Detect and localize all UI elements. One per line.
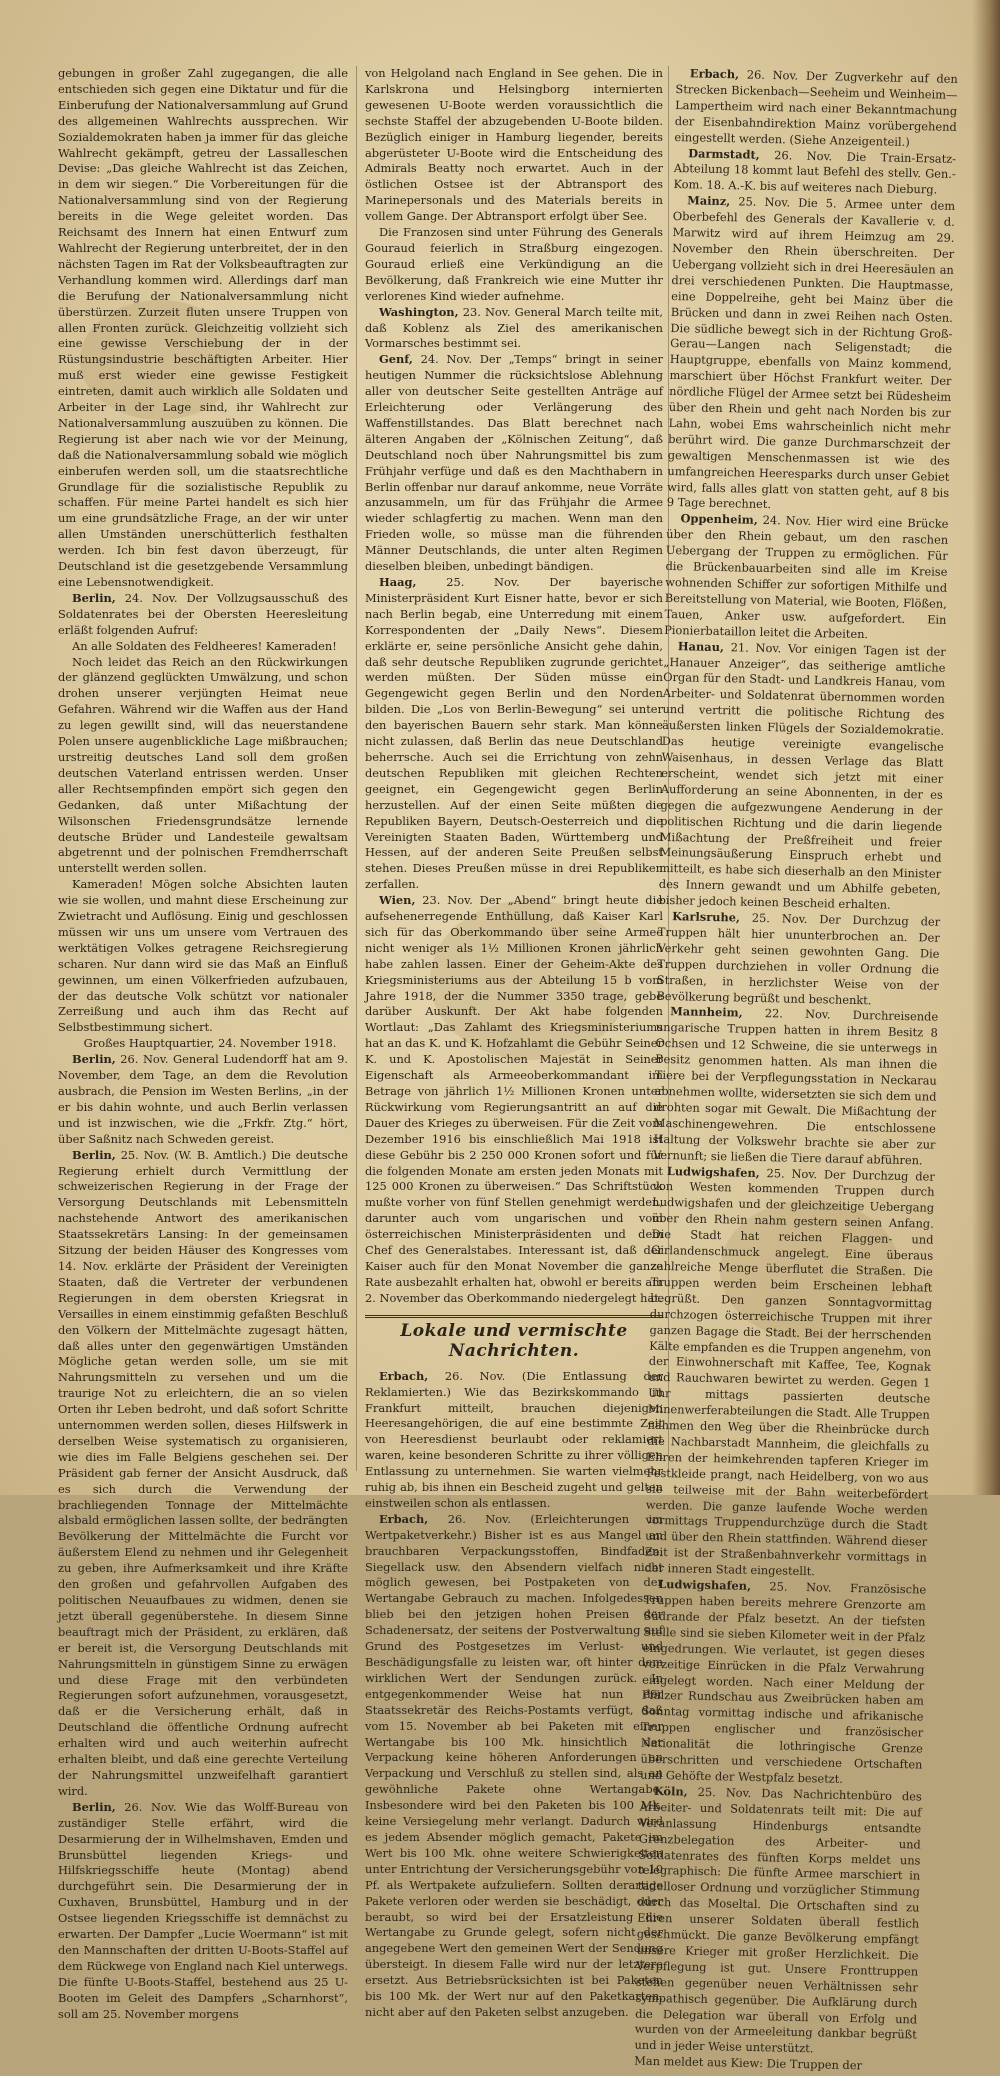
article-paragraph: [58, 639, 348, 655]
paragraph-text: An alle Soldaten des Feldheeres! Kameraden!: [72, 638, 337, 653]
paragraph-text: 25. Nov. Das Nachrichtenbüro des Arbeiter- und Soldatenrats teilt mit: Die auf Veranlassung Hindenburgs entsandte Grenzbelegation des Arbeiter- und Soldatenrates des fünften Korps meldet uns telegraphisch: Die fünfte Armee marschiert in tadelloser Ordnung und vorzüglicher Stimmung durch das Moseltal. Die Ortschaften sind zu Ehren unserer Soldaten überall festlich geschmückt. Die ganze Bevölkerung empfängt unsere Krieger mit großer Herzlichkeit. Die Verpflegung ist gut. Unsere Fronttruppen stehen gegenüber neuen Verhältnissen sehr sympathisch gegenüber. Die Aufklärung durch die Delegation war überall von Erfolg und wurden von der Armeeleitung dankbar begrüßt und in jeder Weise unterstützt.: [634, 1784, 922, 2056]
paragraph-text: 25. Nov. Der Durchzug der von Westen kommenden Truppen durch Ludwigshafen und der gleichzeitige Uebergang über den Rhein nahm gestern seinen Anfang. Die Stadt hat reichen Flaggen- und Girlandenschmuck angelegt. Eine überaus zahlreiche Menge überflutet die Straßen. Die Truppen werden beim Erscheinen lebhaft begrüßt. Den ganzen Sonntagvormittag durchzogen österreichische Truppen mit ihrer ganzen Bagage die Stadt. Bei der herrschenden Kälte empfanden es die Truppen angenehm, von der Einwohnerschaft mit Kaffee, Tee, Kognak und Rauchwaren bewirtet zu werden. Gegen 1 Uhr mittags passierten deutsche Minenwerferabteilungen die Stadt. Alle Truppen nahmen den Weg über die Rheinbrücke durch die Nachbarstadt Mannheim, die gleichfalls zu Ehren der heimkehrenden tapferen Krieger im Festkleide prangt, nach Heidelberg, von wo aus sie teilweise mit der Bahn weiterbefördert werden. Die ganze laufende Woche werden vormittags Truppendurchzüge durch die Stadt und über den Rhein stattfinden. Während dieser Zeit ist der Straßenbahnverkehr vormittags in der inneren Stadt eingestellt.: [644, 1165, 935, 1579]
article-paragraph: [58, 1036, 348, 1052]
article-paragraph: [58, 877, 348, 1036]
article-paragraph: [658, 638, 946, 914]
dateline: Mainz,: [687, 193, 731, 209]
paragraph-text: 26. Nov. Die Train-Ersatz-Abteilung 18 kommt laut Befehl des stellv. Gen.-Kom. 18. A.-K. bis auf weiteres nach Dieburg.: [673, 147, 957, 197]
article-paragraph: [365, 305, 663, 353]
paragraph-text: 24. Nov. Hier wird eine Brücke über den Rhein gebaut, um den raschen Uebergang der Truppen zu ermöglichen. Für die Brückenbauarbeiten sind alle im Kreise wohnenden Schiffer zur sofortigen Mithilfe und Bereitstellung von Material, wie Booten, Flößen, Tauen, Anker usw. aufgefordert. Ein Pionierbataillon leitet die Arbeiten.: [664, 513, 949, 641]
article-paragraph: [365, 225, 663, 305]
paragraph-text: gebungen in großer Zahl zugegangen, die alle entschieden sich gegen eine Diktatur und für die Einberufung der Nationalversammlung auf Grund des allgemeinen Wahlrechts aussprechen. Wir Sozialdemokraten haben ja immer für das gleiche Wahlrecht gekämpft, getreu der Lassalleschen Devise: „Das gleiche Wahlrecht ist das Zeichen, in dem wir siegen.“ Die Vorbereitungen für die Nationalversammlung sind von der Regierung bereits in die Wege geleitet worden. Das Reichsamt des Innern hat einen Entwurf zum Wahlrecht der Regierung unterbreitet, der in den nächsten Tagen im Rat der Volksbeauftragten zur Verhandlung kommen wird. Allerdings darf man die Berufung der Nationalversammlung nicht überstürzen. Zurzeit fluten unsere Truppen von allen Fronten zurück. Gleichzeitig vollzieht sich eine gewisse Verschiebung der in der Rüstungsindustrie beschäftigten Arbeiter. Hier muß erst wieder eine gewisse Festigkeit eintreten, damit auch wirklich alle Soldaten und Arbeiter in der Lage sind, ihr Wahlrecht zur Nationalversammlung auszuüben zu können. Die Regierung ist aber nach wie vor der Meinung, daß die Nationalversammlung sobald wie möglich einberufen werden soll, um die staatsrechtliche Grundlage für die sozialistische Republik zu schaffen. Für meine Partei handelt es sich hier um eine grundsätzliche Frage, an der wir unter allen Umständen unerschütterlich festhalten werden. Ich bin fest davon überzeugt, für Deutschland ist die gesetzgebende Versammlung eine Lebensnotwendigkeit.: [58, 66, 348, 589]
article-paragraph: [673, 146, 956, 200]
paragraph-text: 21. Nov. Vor einigen Tagen ist der „Hanauer Anzeiger“, das seitherige amtliche Organ für den Stadt- und Landkreis Hanau, vom Arbeiter- und Soldatenrat übernommen worden und vertritt die politische Richtung des äußersten linken Flügels der Sozialdemokratie. Das heutige vereinigte evangelische Waisenhaus, in dessen Verlage das Blatt erscheint, wendet sich jetzt mit einer Aufforderung an seine Abonnenten, in der es gegen die aufgezwungene Aenderung in der politischen Richtung und die darin liegende Mißachtung der Preßfreiheit und freier Meinungsäußerung Einspruch erhebt und mitteilt, es habe sich dieserhalb an den Minister des Innern gewandt und um Abhilfe gebeten, bisher jedoch keinen Bescheid erhalten.: [658, 639, 946, 912]
article-paragraph: [58, 1052, 348, 1147]
paragraph-text: 25. Nov. Der Durchzug der Truppen hält hier ununterbrochen an. Der Verkehr geht seinen gewohnten Gang. Die Truppen durchziehen in voller Ordnung die Straßen, in herzlichster Weise von der Bevölkerung begrüßt und beschenkt.: [656, 910, 941, 1007]
page-binding-shadow: [972, 0, 1000, 1495]
dateline: Oppenheim,: [680, 511, 758, 528]
article-paragraph: [58, 655, 348, 878]
dateline: Berlin,: [72, 590, 116, 605]
dateline: Ludwigshafen,: [666, 1163, 760, 1180]
dateline: Darmstadt,: [688, 145, 760, 162]
paragraph-text: Kameraden! Mögen solche Absichten lauten wie sie wollen, und mahnt diese Erscheinung zur Zwietracht und Auflösung. Einig und geschlossen müssen wir uns um unsere vom Vertrauen des werktätigen Volkes getragene Reichsregierung scharen. Nur dann wird sie das Maß an Einfluß gewinnen, um einen Völkerfrieden aufzubauen, der das deutsche Volk schützt vor nationaler Zerreißung und auch ihm das Recht auf Selbstbestimmung sichert.: [58, 877, 348, 1035]
dateline: Washington,: [379, 304, 459, 319]
paragraph-text: 25. Nov. Französische Truppen haben bereits mehrere Grenzorte am Südrande der Pfalz besetzt. An der tiefsten Stelle sind sie sieben Kilometer weit in der Pfalz eingedrungen. Wie verlautet, ist gegen dieses vorzeitige Einrücken in die Pfalz Verwahrung eingelegt worden. Nach einer Meldung der Pfälzer Rundschau aus Zweibrücken haben am Sonntag vormittag indische und afrikanische Truppen englischer und französischer Nationalität die lothringische Grenze überschritten und verschiedene Ortschaften und Gehöfte der Westpfalz besetzt.: [640, 1578, 927, 1786]
paragraph-text: 26. Nov. (Erleichterungen im Wertpaketverkehr.) Bisher ist es aus Mangel an brauchbaren Verpackungsstoffen, Bindfaden, Siegellack usw. den Absendern vielfach nicht möglich gewesen, bei Postpaketen von der Wertangabe Gebrauch zu machen. Infolgedessen blieb bei den jetzigen hohen Preisen der Schadenersatz, der seitens der Postverwaltung auf Grund des Postgesetzes im Verlust- und Beschädigungsfalle zu leisten war, oft hinter dem wirklichen Wert der Sendungen zurück. In entgegenkommender Weise hat nun der Staatssekretär des Reichs-Postamts verfügt, daß vom 15. November ab bei Paketen mit einer Wertangabe bis 100 Mk. hinsichtlich der Verpackung keine höheren Anforderungen an Verpackung und Verschluß zu stellen sind, als an gewöhnliche Pakete ohne Wertangabe. Insbesondere wird bei den Paketen bis 100 Mk. keine Versiegelung mehr verlangt. Dadurch wird es jedem Absender möglich gemacht, Pakete im Wert bis 100 Mk. ohne weitere Schwierigkeiten unter Entrichtung der Versicherungsgebühr von 10 Pf. als Wertpakete aufzuliefern. Sollten derartige Pakete verloren oder werden sie beschädigt, oder beraubt, so wird bei der Ersatzleistung die Wertangabe zu Grunde gelegt, sofern nicht der angegebene Wert den gemeinen Wert der Sendung übersteigt. In diesem Falle wird nur der letztere ersetzt. Aus Betriebsrücksichten ist bei Paketen bis 100 Mk. der Wert nur auf den Paketkarten, nicht aber auf den Paketen selbst anzugeben.: [365, 1511, 663, 2019]
dateline: Berlin,: [72, 1147, 116, 1162]
article-paragraph: [365, 1369, 663, 1512]
article-paragraph: [640, 1577, 926, 1790]
article-paragraph: [653, 1004, 938, 1169]
dateline: Hanau,: [677, 638, 725, 654]
dateline: Berlin,: [72, 1052, 116, 1067]
dateline: Erbach,: [379, 1511, 429, 1526]
paragraph-text: 26. Nov. Der Zugverkehr auf den Strecken Bickenbach—Seeheim und Weinheim—Lampertheim wird nach einer Bekanntmachung der Eisenbahndirektion Mainz vorübergehend eingestellt werden. (Siehe Anzeigenteil.): [674, 67, 958, 149]
column-divider: [356, 66, 357, 1471]
paragraph-text: Noch leidet das Reich an den Rückwirkungen der glänzend geglückten Umwälzung, und schon drohen unserer verjüngten Heimat neue Gefahren. Während wir die Waffen aus der Hand zu legen gewillt sind, will das neuerstandene Polen unsere augenblickliche Lage mißbrauchen; urstreitig deutsches Land soll dem großen deutschen Vaterland entrissen werden. Unser aller Rechtsempfinden empört sich gegen den Gedanken, daß unter Mißachtung der Wilsonschen Friedensgrundsätze lernende deutsche Brüder und Landesteile gewaltsam abgetrennt und der polnischen Fremdherrschaft unterstellt werden sollen.: [58, 654, 348, 876]
dateline: Karlsruhe,: [672, 909, 741, 925]
dateline: Erbach,: [689, 66, 740, 82]
article-paragraph: [365, 1512, 663, 2021]
dateline: Erbach,: [379, 1368, 429, 1383]
article-paragraph: [365, 893, 663, 1307]
dateline: Ludwigshafen,: [658, 1577, 752, 1593]
dateline: Wien,: [379, 893, 416, 908]
dateline: Mannheim,: [670, 1004, 743, 1021]
article-paragraph: [58, 66, 348, 591]
dateline: Haag,: [379, 575, 417, 589]
section-heading: Lokale und vermischte Nachrichten.: [365, 1315, 663, 1363]
article-paragraph: [634, 1783, 922, 2059]
article-paragraph: [674, 66, 958, 151]
paragraph-text: Die Franzosen sind unter Führung des Generals Gouraud feierlich in Straßburg eingezogen. Gouraud erließ eine Verkündigung an die Bevölkerung, daß Frankreich wie eine Mutter ihr verlorenes Kind wieder aufnehme.: [365, 225, 663, 303]
article-paragraph: [58, 591, 348, 639]
paragraph-text: Man meldet aus Kiew: Die Truppen der: [634, 2053, 863, 2073]
paragraph-text: 25. Nov. (W. B. Amtlich.) Die deutsche Regierung erhielt durch Vermittlung der schweizerischen Regierung in der Frage der Versorgung Deutschlands mit Lebensmitteln nachstehende Antwort des amerikanischen Staatssekretärs Lansing: In der gemeinsamen Sitzung der beiden Häuser des Kongresses vom 14. Nov. erklärte der Präsident der Vereinigten Staaten, daß die Vertreter der verbundenen Regierungen in dem obersten Kriegsrat in Versailles in einem einstimmig gefaßten Beschluß den Völkern der Mittelmächte zugesagt hätten, daß alles unter den gegenwärtigen Umständen Mögliche getan werden solle, um sie mit Nahrungsmitteln zu versehen und um die traurige Not zu erleichtern, die an so vielen Orten ihr Leben bedroht, und daß sofort Schritte unternommen werden sollen, dieses Hilfswerk in derselben Weise systematisch zu organisieren, wie dies im Falle Belgiens geschehen sei. Der Präsident gab ferner der Ansicht Ausdruck, daß es sich durch die Verwendung der brachliegenden Tonnage der Mittelmächte alsbald ermöglichen lassen sollte, der bedrängten Bevölkerung der Mittelmächte die Furcht vor äußerstem Elend zu nehmen und ihr Gelegenheit zu geben, ihre Aufmerksamkeit und ihre Kräfte den großen und gefahrvollen Aufgaben des politischen Neuaufbaues zu widmen, denen sie jetzt überall gegenüberstehe. In diesem Sinne beauftragt mich der Präsident, zu erklären, daß er bereit ist, die Versorgung Deutschlands mit Nahrungsmitteln in günstigem Sinne zu erwägen und diese Frage mit den verbündeten Regierungen sofort aufzunehmen, vorausgesetzt, daß er die Versicherung erhält, daß in Deutschland die öffentliche Ordnung aufrecht erhalten wird und auch weiterhin aufrecht erhalten bleibt, und daß eine gerechte Verteilung der Nahrungsmittel unzweifelhaft garantiert wird.: [58, 1147, 348, 1798]
article-paragraph: [365, 575, 663, 893]
paragraph-text: 26. Nov. (Die Entlassung der Reklamierten.) Wie das Bezirkskommando in Frankfurt mitteilt, brauchen diejenigen Heeresangehörigen, die auf eine bestimmte Zeit von Heeresdienst beurlaubt oder reklamiert waren, keine besonderen Schritte zu ihrer völligen Entlassung zu unternehmen. Sie warten vielmehr ruhig ab, bis ihnen ein Bescheid zugeht und gelten einstweilen schon als entlassen.: [365, 1368, 663, 1510]
column-3: [634, 66, 958, 2073]
paragraph-text: 25. Nov. Der bayerische Ministerpräsident Kurt Eisner hatte, bevor er sich nach Berlin begab, eine Unterredung mit einem Korrespondenten der „Daily News“. Diesem erklärte er, seine persönliche Ansicht gehe dahin, daß sehr deutsche Republiken zugrunde gerichtet werden müßten. Der Süden müsse ein Gegengewicht gegen Berlin und den Norden bilden. Die „Los von Berlin-Bewegung“ sei unter den bayerischen Bauern sehr stark. Man könne nicht zulassen, daß Berlin das neue Deutschland beherrsche. Auch sei die Errichtung von zehn deutschen Republiken mit gleichen Rechten geeignet, ein Gegengewicht gegen Berlin herzustellen. Auf der einen Seite müßten die Republiken Bayern, Deutsch-Oesterreich und die Vereinigten Staaten Baden, Württemberg und Hessen, auf der anderen Seite Preußen selbst stehen. Dieses Preußen müsse in drei Republiken zerfallen.: [365, 575, 663, 892]
article-paragraph: [644, 1163, 935, 1582]
article-paragraph: [664, 511, 949, 644]
paragraph-text: 24. Nov. Der Vollzugsausschuß des Soldatenrates bei der Obersten Heeresleitung erläßt folgenden Aufruf:: [58, 590, 348, 637]
article-paragraph: [365, 352, 663, 575]
paragraph-text: Großes Hauptquartier, 24. November 1918.: [83, 1036, 337, 1051]
column-1: [58, 66, 348, 2021]
paragraph-text: 24. Nov. Der „Temps“ bringt in seiner heutigen Nummer die rücksichtslose Ablehnung aller von deutscher Seite gestellten Anträge auf Erleichterung oder Verlängerung des Waffenstillstandes. Das Blatt berechnet nach älteren Angaben der „Kölnischen Zeitung“, daß Deutschland noch über Nahrungsmittel bis zum Frühjahr verfüge und daß es den Machthabern in Berlin offenbar nur darauf ankomme, neue Vorräte anzusammeln, um für das Frühjahr die Armee wieder schlagfertig zu machen. Wenn man den Frieden wolle, so müsse man die führenden Männer Deutschlands, die unter alten Regimen dieselben bleiben, unbedingt bändigen.: [365, 352, 663, 574]
article-paragraph: [58, 1800, 348, 2023]
column-2: [365, 66, 663, 2019]
dateline: Köln,: [653, 1783, 688, 1799]
article-paragraph: [365, 66, 663, 225]
article-paragraph: [656, 909, 940, 1010]
paragraph-text: 23. Nov. General March teilte mit, daß Koblenz als Ziel des amerikanischen Vormarsches bestimmt sei.: [365, 304, 663, 351]
dateline: Genf,: [379, 352, 413, 367]
article-paragraph: [667, 193, 956, 517]
paragraph-text: 26. Nov. Wie das Wolff-Bureau von zuständiger Stelle erfährt, wird die Desarmierung der in Wilhelmshaven, Emden und Brunsbüttel liegenden Kriegs- und Hilfskriegsschiffe heute (Montag) abend durchgeführt sein. Die Desarmierung der in Cuxhaven, Brunsbüttel, Hamburg und in der Ostsee liegenden Kriegsschiffe ist demnächst zu erwarten. Der Dampfer „Lucie Woermann“ ist mit den Mannschaften der dritten U-Boots-Staffel auf dem Rückwege von England nach Kiel unterwegs. Die fünfte U-Boots-Staffel, bestehend aus 25 U-Booten im Geleit des Dampfers „Scharnhorst“, soll am 25. November morgens: [58, 1799, 348, 2021]
paragraph-text: 25. Nov. Die 5. Armee unter dem Oberbefehl des Generals der Kavallerie v. d. Marwitz wird auf ihrem Heimzug am 29. November den Rhein überschreiten. Der Uebergang vollzieht sich in drei Heeresäulen an drei verschiedenen Punkten. Die Hauptmasse, eine Doppelreihe, geht bei Mainz über die Brücken und dann in zwei Reihen nach Osten. Die südliche bewegt sich in der Richtung Groß-Gerau—Langen nach Seligenstadt; die Hauptgruppe, ebenfalls von Mainz kommend, marschiert über Höchst Frankfurt weiter. Der nördliche Flügel der Armee setzt bei Rüdesheim über den Rhein und geht nach Norden bis zur Lahn, wobei Ems wahrscheinlich nicht mehr berührt wird. Die ganze Durchmarschzeit der gewaltigen Menschenmassen ist wie des umfangreichen Heeresparks durch unser Gebiet wird, falls alles glatt von statten geht, auf 8 bis 9 Tage berechnet.: [666, 194, 956, 512]
paragraph-text: 23. Nov. Der „Abend“ bringt heute die aufsehenerregende Enthüllung, daß Kaiser Karl sich für das Oberkommando über seine Armee nicht weniger als 1½ Millionen Kronen jährlich habe zahlen lassen. Einer der Geheim-Akte des Kriegsministeriums aus der Abteilung 15 b vom Jahre 1918, der die Nummer 3350 trage, gebe darüber Auskunft. Der Akt habe folgenden Wortlaut: „Das Zahlamt des Kriegsministeriums hat an das K. und K. Hofzahlamt die Gebühr Seiner K. und K. Apostolischen Majestät in Seiner Eigenschaft als Armeeoberkommandant im Betrage von jährlich 1½ Millionen Kronen unter Rückwirkung vom Regierungsantritt an auf die Dauer des Krieges zu überweisen. Für die Zeit vom Dezember 1916 bis einschließlich Mai 1918 ist diese Gebühr bis 2 250 000 Kronen sofort und für die folgenden Monate am ersten jeden Monats mit 125 000 Kronen zu überweisen.“ Das Schriftstück mußte vorher von fünf Stellen genehmigt werden, darunter auch vom ungarischen und vom österreichischen Ministerpräsidenten und dem Chef des Generalstabes. Interessant ist, daß der Kaiser auch für den Monat November die ganze Rate ausbezahlt erhalten hat, obwohl er bereits am 2. November das Oberkommando niedergelegt hat.: [365, 893, 663, 1305]
dateline: Berlin,: [72, 1799, 116, 1814]
paragraph-text: von Helgoland nach England in See gehen. Die in Karlskrona und Helsingborg internierten gewesenen U-Boote werden voraussichtlich die sechste Staffel der abzugebenden U-Boote bilden. Bezüglich einiger in Hamburg liegender, bereits abgerüsteter U-Boote wird die Entscheidung des Admirals Beatty noch erwartet. Auch in der östlichen Ostsee ist der Abtransport des Marinepersonals und des Materials bereits in vollem Gange. Der Abtransport erfolgt über See.: [365, 66, 663, 224]
paragraph-text: 22. Nov. Durchreisende ungarische Truppen hatten in ihrem Besitz 8 Ochsen und 12 Schweine, die sie unterwegs in Besitz genommen hatten. Als man ihnen die Tiere bei der Verpflegungsstation in Neckarau abnehmen wollte, widersetzten sie sich dem und drohten sogar mit Gewalt. Die Mißachtung der Maschinengewehren. Die entschlossene Haltung der Volkswehr brachte sie aber zur Vernunft; sie ließen die Tiere darauf abführen.: [653, 1006, 939, 1168]
paragraph-text: 26. Nov. General Ludendorff hat am 9. November, dem Tage, an dem die Revolution ausbrach, die Pension im Westen Berlins, „in der er bis dahin wohnte, und auch Berlin verlassen und ist inzwischen, wie die „Frkfr. Ztg.“ hört, über Saßnitz nach Schweden gereist.: [58, 1052, 348, 1146]
article-paragraph: [58, 1148, 348, 1800]
